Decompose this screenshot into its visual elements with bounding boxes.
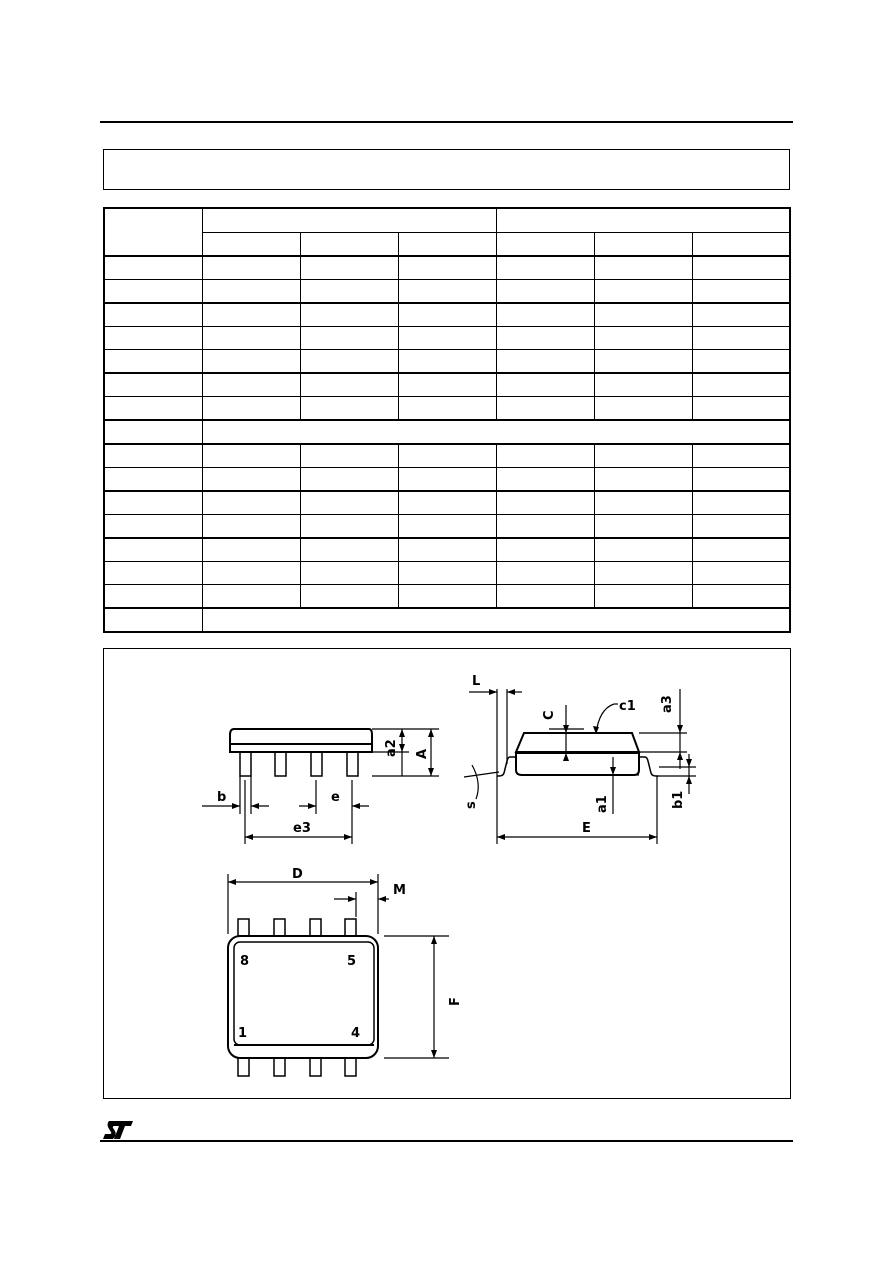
label-b: b bbox=[217, 790, 227, 805]
label-e: e bbox=[331, 790, 340, 805]
header-cell bbox=[496, 232, 594, 256]
top-rule bbox=[100, 121, 793, 123]
label-E: E bbox=[582, 821, 591, 836]
table-row bbox=[104, 608, 790, 632]
pin-8-label: 8 bbox=[240, 954, 250, 969]
table-row bbox=[104, 538, 790, 562]
table-row bbox=[104, 397, 790, 421]
header-cell bbox=[300, 232, 398, 256]
st-logo-icon bbox=[101, 1118, 135, 1147]
label-e3: e3 bbox=[293, 821, 311, 836]
bottom-rule bbox=[100, 1140, 793, 1142]
label-a2: a2 bbox=[384, 739, 399, 757]
header-cell bbox=[594, 232, 692, 256]
table-row bbox=[104, 327, 790, 350]
table-row bbox=[104, 515, 790, 539]
label-a3: a3 bbox=[660, 695, 675, 713]
label-C: C bbox=[542, 710, 557, 720]
table-row bbox=[104, 444, 790, 468]
table-row bbox=[104, 420, 790, 444]
header-dim-cell bbox=[104, 208, 202, 256]
pin-5-label: 5 bbox=[347, 954, 357, 969]
table-row bbox=[104, 468, 790, 492]
table-row bbox=[104, 585, 790, 609]
header-cell bbox=[202, 232, 300, 256]
header-inch-cell bbox=[496, 208, 790, 232]
header-cell bbox=[398, 232, 496, 256]
pin-4-label: 4 bbox=[351, 1026, 361, 1041]
pin-1-label: 1 bbox=[238, 1026, 248, 1041]
label-c1: c1 bbox=[619, 699, 636, 714]
table-row bbox=[104, 303, 790, 327]
dimensions-table bbox=[103, 207, 791, 633]
top-view bbox=[228, 874, 449, 1076]
package-drawing-frame bbox=[103, 648, 791, 1099]
table-subheader-row bbox=[104, 232, 790, 256]
table-row bbox=[104, 350, 790, 374]
table-row bbox=[104, 491, 790, 515]
table-header-row bbox=[104, 208, 790, 232]
label-s: s bbox=[464, 801, 479, 809]
label-M: M bbox=[393, 883, 406, 898]
table-row bbox=[104, 373, 790, 397]
table-row bbox=[104, 280, 790, 304]
package-title-box bbox=[103, 149, 790, 190]
label-a1: a1 bbox=[595, 795, 610, 813]
label-A: A bbox=[415, 748, 430, 759]
table-row bbox=[104, 256, 790, 280]
label-L: L bbox=[472, 674, 481, 689]
table-row bbox=[104, 562, 790, 585]
header-cell bbox=[692, 232, 790, 256]
label-b1: b1 bbox=[671, 790, 686, 809]
package-outline-drawing bbox=[104, 649, 792, 1100]
label-D: D bbox=[292, 867, 303, 882]
header-mm-cell bbox=[202, 208, 496, 232]
label-F: F bbox=[448, 997, 463, 1006]
